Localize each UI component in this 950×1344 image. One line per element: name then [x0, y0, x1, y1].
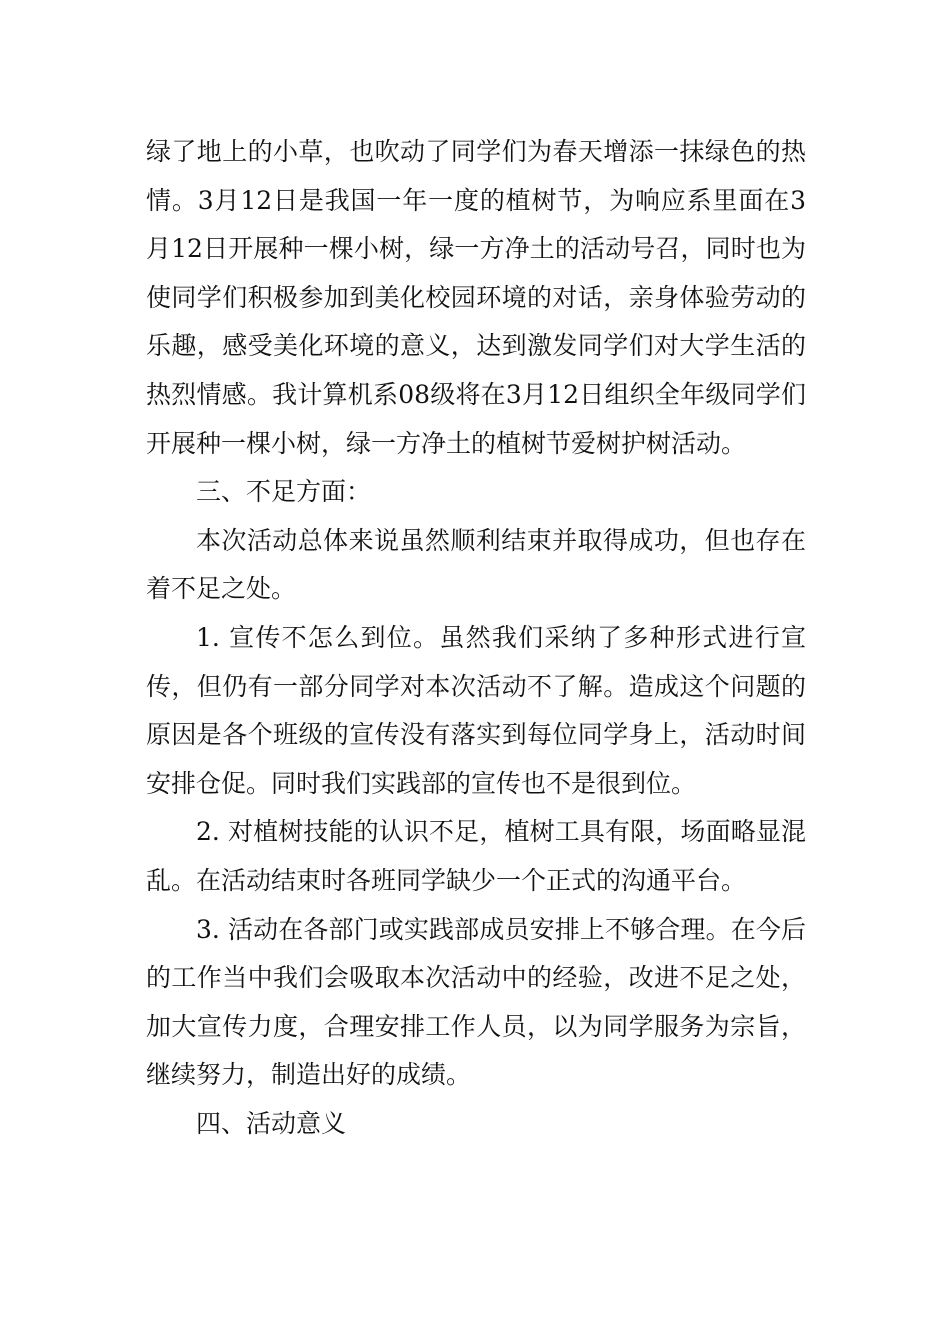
document-body: [146, 128, 806, 1148]
list-item-2: 2. 对植树技能的认识不足，植树工具有限，场面略显混乱。在活动结束时各班同学缺少一个正式的沟通平台。: [146, 817, 806, 895]
paragraph-continuation: 绿了地上的小草，也吹动了同学们为春天增添一抹绿色的热情。3月12日是我国一年一度的植树节，为响应系里面在3月12日开展种一棵小树，绿一方净土的活动号召，同时也为使同学们积极参加到美化校园环境的对话，亲身体验劳动的乐趣，感受美化环境的意义，达到激发同学们对大学生活的热烈情感。我计算机系08级将在3月12日组织全年级同学们开展种一棵小树，绿一方净土的植树节爱树护树活动。: [146, 137, 806, 458]
section-heading-significance: 四、活动意义: [196, 1108, 347, 1138]
list-item-3: 3. 活动在各部门或实践部成员安排上不够合理。在今后的工作当中我们会吸取本次活动中的经验，改进不足之处，加大宣传力度，合理安排工作人员，以为同学服务为宗旨，继续努力，制造出好的成绩。: [146, 914, 806, 1090]
section-heading-shortcomings: 三、不足方面：: [196, 477, 372, 507]
list-item-1: 1. 宣传不怎么到位。虽然我们采纳了多种形式进行宣传，但仍有一部分同学对本次活动不了解。造成这个问题的原因是各个班级的宣传没有落实到每位同学身上，活动时间安排仓促。同时我们实践部的宣传也不是很到位。: [146, 622, 806, 798]
paragraph-summary: 本次活动总体来说虽然顺利结束并取得成功，但也存在着不足之处。: [146, 525, 806, 604]
